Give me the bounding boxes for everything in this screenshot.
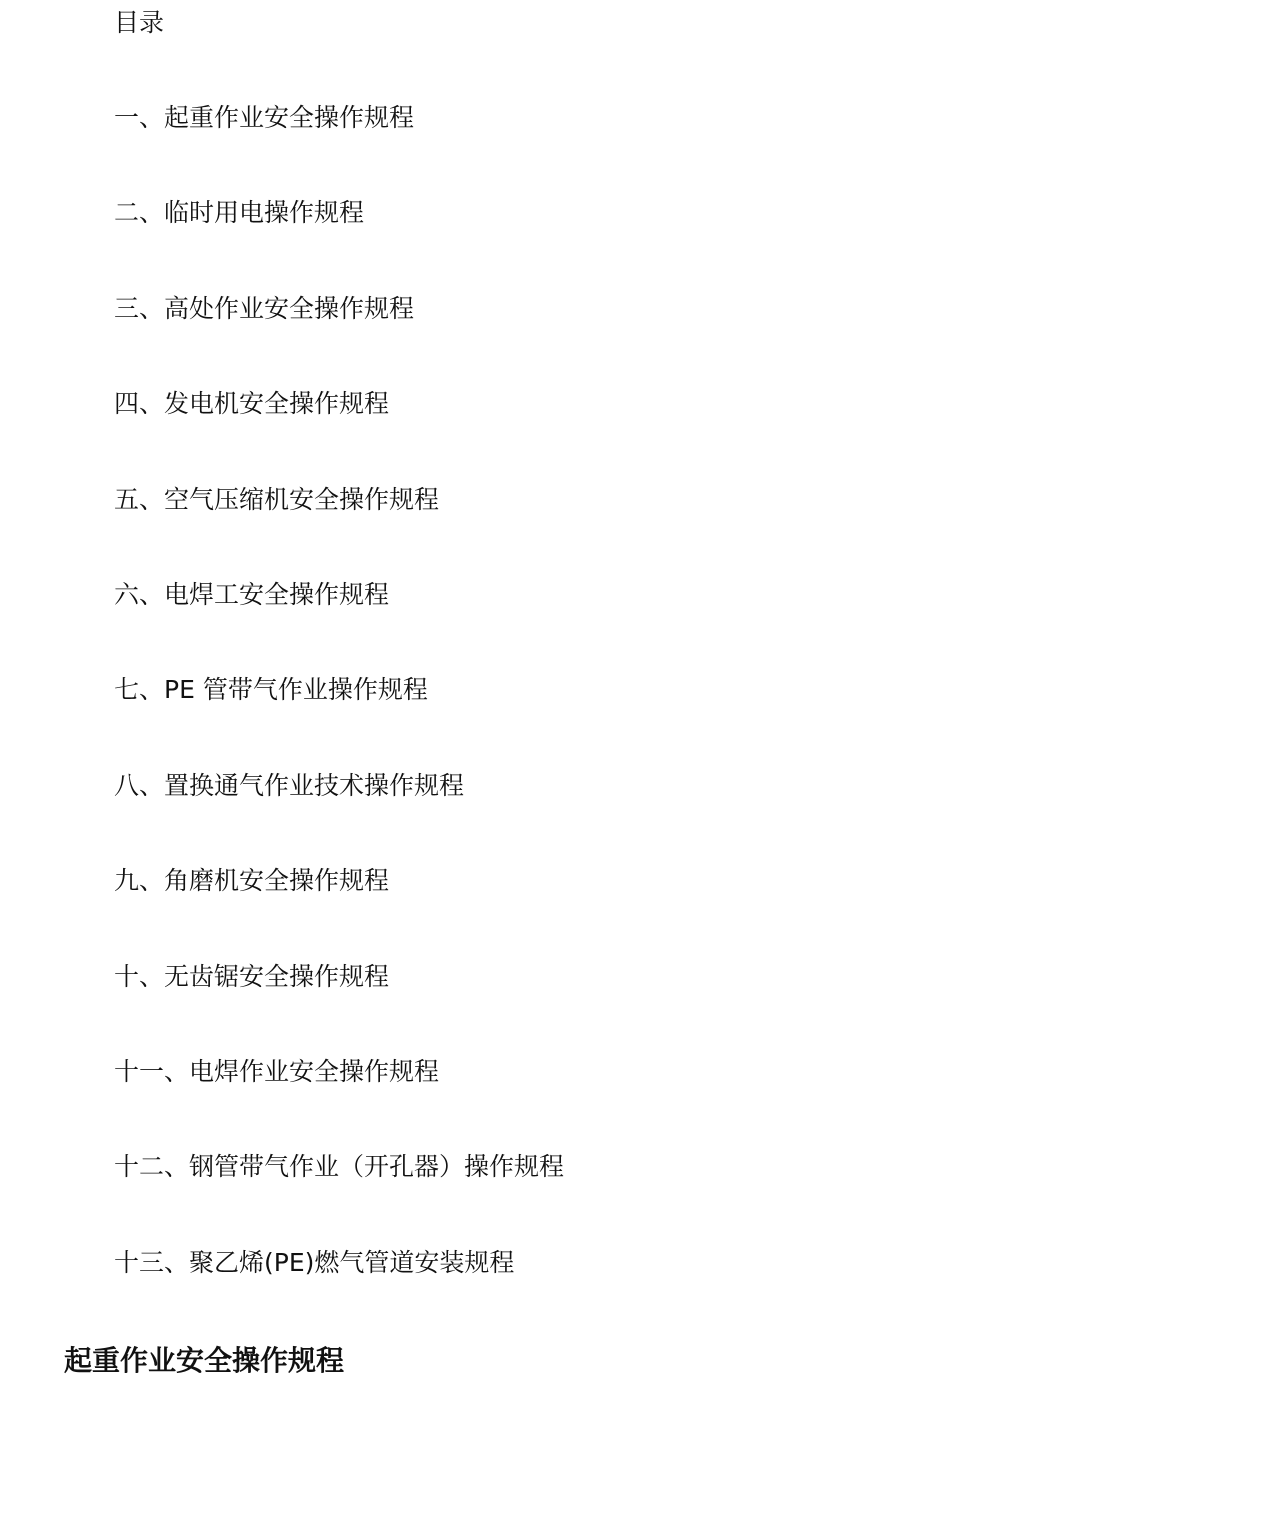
toc-item[interactable]: 九、角磨机安全操作规程 — [114, 866, 390, 896]
toc-item[interactable]: 一、起重作业安全操作规程 — [114, 103, 415, 132]
toc-item[interactable]: 十一、电焊作业安全操作规程 — [114, 1056, 440, 1086]
toc-item[interactable]: 三、高处作业安全操作规程 — [114, 293, 415, 323]
toc-heading: 目录 — [114, 8, 165, 37]
toc-item[interactable]: 十、无齿锯安全操作规程 — [114, 961, 390, 991]
section-title: 起重作业安全操作规程 — [64, 1344, 345, 1377]
toc-item[interactable]: 五、空气压缩机安全操作规程 — [114, 484, 440, 514]
toc-item[interactable]: 二、临时用电操作规程 — [114, 198, 365, 228]
toc-item[interactable]: 十三、聚乙烯(PE)燃气管道安装规程 — [114, 1247, 515, 1277]
toc-item[interactable]: 四、发电机安全操作规程 — [114, 389, 390, 419]
toc-item[interactable]: 八、置换通气作业技术操作规程 — [114, 770, 465, 800]
toc-item[interactable]: 六、电焊工安全操作规程 — [114, 579, 390, 609]
toc-list — [114, 101, 564, 1341]
toc-item[interactable]: 七、PE 管带气作业操作规程 — [114, 675, 428, 705]
toc-item[interactable]: 十二、钢管带气作业（开孔器）操作规程 — [114, 1152, 565, 1182]
